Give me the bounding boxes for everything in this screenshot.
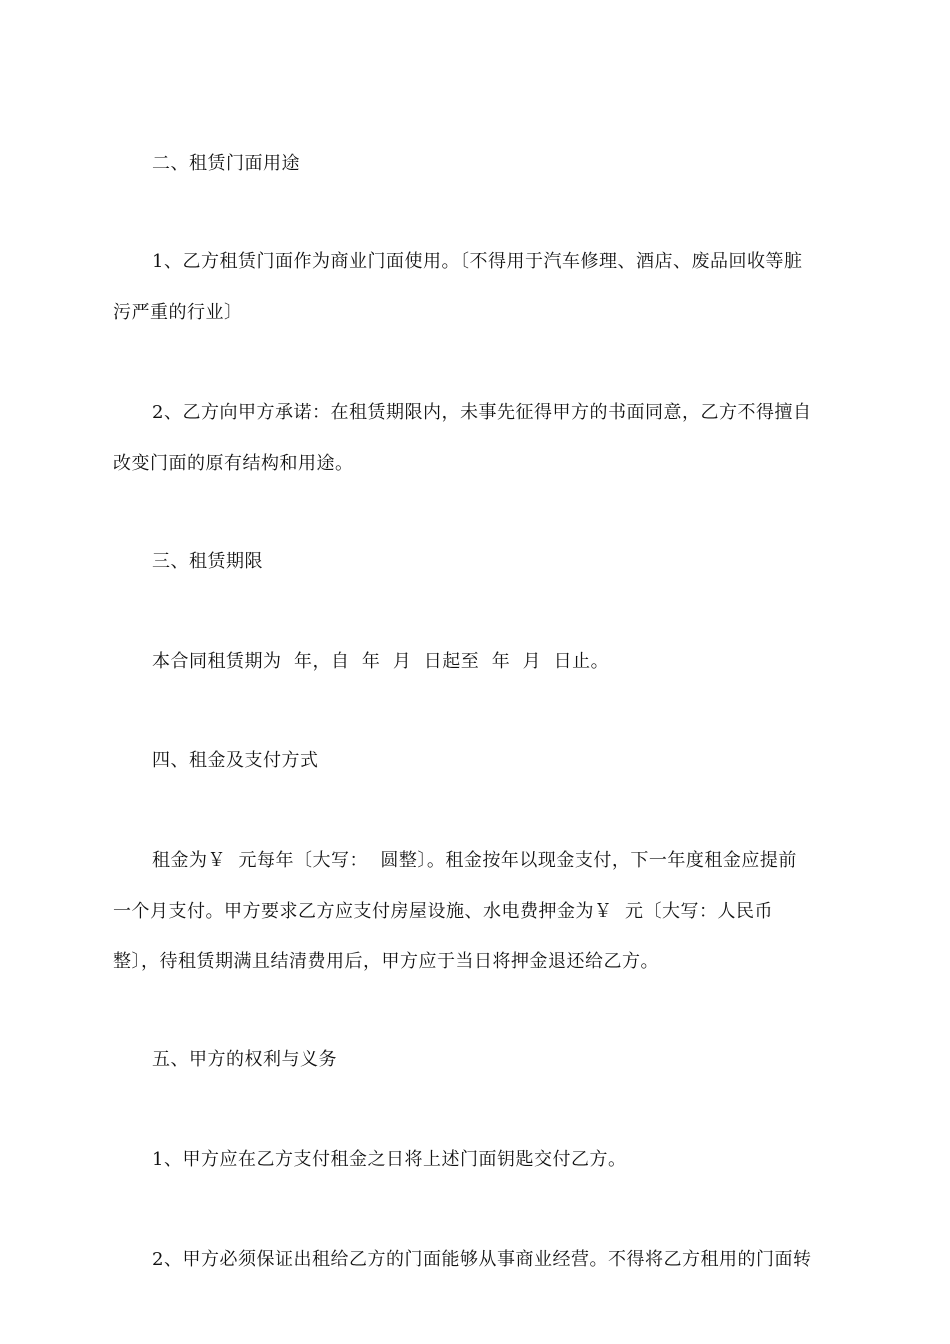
section-heading-landlord-rights: 五、甲方的权利与义务 <box>152 1049 337 1070</box>
landlord-item-2-line-1: 2、甲方必须保证出租给乙方的门面能够从事商业经营。不得将乙方租用的门面转 <box>152 1249 812 1270</box>
rent-paragraph-line-1: 租金为￥ 元每年〔大写： 圆整〕。租金按年以现金支付，下一年度租金应提前 <box>152 850 797 871</box>
section-heading-term: 三、租赁期限 <box>152 551 263 572</box>
usage-item-2-line-2: 改变门面的原有结构和用途。 <box>113 453 354 474</box>
usage-item-1-line-2: 污严重的行业〕 <box>113 302 243 323</box>
usage-item-1-line-1: 1、乙方租赁门面作为商业门面使用。〔不得用于汽车修理、酒店、废品回收等脏 <box>152 251 803 272</box>
usage-item-2-line-1: 2、乙方向甲方承诺：在租赁期限内，未事先征得甲方的书面同意，乙方不得擅自 <box>152 402 812 423</box>
landlord-item-1: 1、甲方应在乙方支付租金之日将上述门面钥匙交付乙方。 <box>152 1149 627 1170</box>
rent-paragraph-line-3: 整〕，待租赁期满且结清费用后，甲方应于当日将押金退还给乙方。 <box>113 951 659 972</box>
section-heading-rent: 四、租金及支付方式 <box>152 750 319 771</box>
term-paragraph: 本合同租赁期为 年，自 年 月 日起至 年 月 日止。 <box>152 651 610 672</box>
rent-paragraph-line-2: 一个月支付。甲方要求乙方应支付房屋设施、水电费押金为￥ 元〔大写：人民币 <box>113 901 773 922</box>
section-heading-usage: 二、租赁门面用途 <box>152 153 300 174</box>
